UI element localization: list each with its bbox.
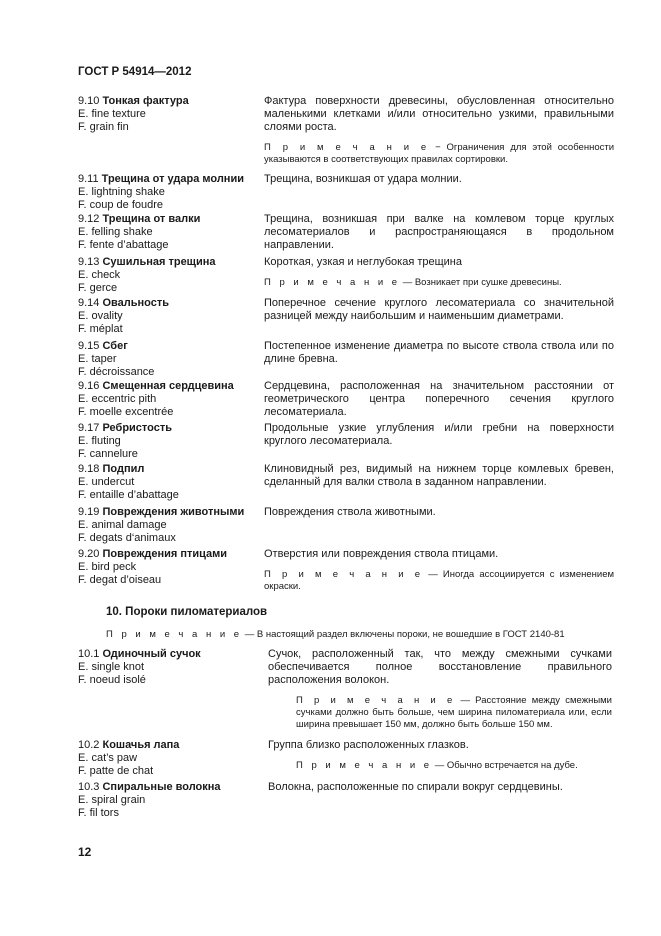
term-block <box>78 506 263 545</box>
term-fr: F. cannelure <box>78 448 138 460</box>
definition-text: Сердцевина, расположенная на значительном расстоянии от геометрического центра поперечного сечения круглого лесоматериала. <box>264 380 614 418</box>
term-en: E. ovality <box>78 310 123 322</box>
definition-block <box>264 213 614 252</box>
term-number: 9.10 <box>78 95 100 107</box>
definition-block <box>268 781 612 794</box>
term-name: Одиночный сучок <box>102 648 201 660</box>
term-block <box>78 739 263 778</box>
term-ru <box>78 548 263 561</box>
definition-text: Повреждения ствола животными. <box>264 506 436 518</box>
definition-text: Волокна, расположенные по спирали вокруг сердцевины. <box>268 781 563 793</box>
term-number: 9.12 <box>78 213 100 225</box>
term-name: Трещина от валки <box>102 213 201 225</box>
term-en: E. lightning shake <box>78 186 165 198</box>
term-block <box>78 297 263 336</box>
note-text: — Возникает при сушке древесины. <box>402 277 562 288</box>
term-number: 9.19 <box>78 506 100 518</box>
term-block <box>78 213 263 252</box>
term-block <box>78 548 263 587</box>
term-number: 9.15 <box>78 340 100 352</box>
term-block <box>78 173 263 212</box>
term-number: 9.13 <box>78 256 100 268</box>
definition-note <box>264 569 614 593</box>
term-block <box>78 340 263 379</box>
term-ru <box>78 648 263 661</box>
note-text: — Расстояние между смежными сучками должно быть больше, чем ширина пиломатериала или, если ширина превышает 150 мм, должно быть больше 150 мм. <box>296 695 612 730</box>
term-ru <box>78 506 263 519</box>
note-text: − Ограничения для этой особенности указываются в соответствующих правилах сортировки. <box>264 142 615 165</box>
definition-block <box>264 548 614 593</box>
term-en: E. bird peck <box>78 561 137 573</box>
term-number: 9.11 <box>78 173 99 185</box>
definition-text: Постепенное изменение диаметра по высоте ствола ствола или по длине бревна. <box>264 340 614 365</box>
term-name: Тонкая фактура <box>102 95 189 107</box>
term-block <box>78 380 263 419</box>
definition-block <box>264 380 614 419</box>
term-en: E. single knot <box>78 661 145 673</box>
term-name: Кошачья лапа <box>102 739 180 751</box>
term-en: E. spiral grain <box>78 794 146 806</box>
term-ru <box>78 781 263 794</box>
definition-block <box>264 256 614 289</box>
term-ru <box>78 340 263 353</box>
term-fr: F. degats d‘animaux <box>78 532 176 544</box>
term-fr: F. entaille d’abattage <box>78 489 179 501</box>
term-number: 9.16 <box>78 380 100 392</box>
term-en: E. eccentric pith <box>78 393 157 405</box>
term-number: 9.17 <box>78 422 100 434</box>
definition-note <box>264 277 614 289</box>
term-en: E. check <box>78 269 121 281</box>
definition-text: Трещина, возникшая при валке на комлевом торце круглых лесоматериалов и распространяющаяся в продольном направлении. <box>264 213 614 251</box>
term-ru <box>78 173 263 186</box>
term-block <box>78 256 263 295</box>
definition-block <box>268 739 612 772</box>
term-block <box>78 422 263 461</box>
term-ru <box>78 380 263 393</box>
definition-text: Клиновидный рез, видимый на нижнем торце комлевых бревен, сделанный для валки ствола в заданном направлении. <box>264 463 614 488</box>
term-ru <box>78 256 263 269</box>
term-name: Сбег <box>102 340 128 352</box>
term-block <box>78 463 263 502</box>
term-fr: F. fil tors <box>78 807 119 819</box>
term-ru <box>78 739 263 752</box>
definition-block <box>268 648 612 731</box>
definition-text: Отверстия или повреждения ствола птицами. <box>264 548 499 560</box>
term-fr: F. méplat <box>78 323 123 335</box>
definition-note <box>264 142 614 166</box>
term-fr: F. patte de chat <box>78 765 154 777</box>
definition-block <box>264 95 614 166</box>
term-fr: F. décroissance <box>78 366 155 378</box>
definition-block <box>264 506 614 519</box>
term-fr: F. grain fin <box>78 121 129 133</box>
definition-text: Группа близко расположенных глазков. <box>268 739 469 751</box>
term-en: E. cat’s paw <box>78 752 138 764</box>
term-number: 9.18 <box>78 463 100 475</box>
note-label: П р и м е ч а н и е <box>264 142 430 153</box>
note-text: — Иногда ассоциируется с изменением окраски. <box>264 569 615 592</box>
note-label: П р и м е ч а н и е <box>264 277 401 288</box>
document-header: ГОСТ Р 54914—2012 <box>78 66 192 78</box>
definition-text: Фактура поверхности древесины, обусловленная относительно маленькими клетками и/или относительно узкими, правильными слоями роста. <box>264 95 614 133</box>
note-label: П р и м е ч а н и е <box>296 695 456 706</box>
term-fr: F. fente d’abattage <box>78 239 169 251</box>
definition-text: Продольные узкие углубления и/или гребни на поверхности круглого лесоматериала. <box>264 422 614 447</box>
term-fr: F. gerce <box>78 282 118 294</box>
term-en: E. animal damage <box>78 519 167 531</box>
term-ru <box>78 297 263 310</box>
term-name: Трещина от удара молнии <box>101 173 244 185</box>
term-en: E. taper <box>78 353 117 365</box>
term-en: E. fine texture <box>78 108 146 120</box>
section-note-text: — В настоящий раздел включены пороки, не вошедшие в ГОСТ 2140-81 <box>244 629 565 640</box>
term-name: Смещенная сердцевина <box>102 380 234 392</box>
definition-block <box>264 422 614 448</box>
term-block <box>78 95 263 134</box>
term-ru <box>78 422 263 435</box>
definition-text: Трещина, возникшая от удара молнии. <box>264 173 462 185</box>
definition-text: Короткая, узкая и неглубокая трещина <box>264 256 462 268</box>
section-note <box>106 628 565 641</box>
definition-note <box>268 760 612 772</box>
term-name: Овальность <box>102 297 170 309</box>
term-en: E. undercut <box>78 476 135 488</box>
term-name: Подпил <box>102 463 145 475</box>
note-label: П р и м е ч а н и е <box>106 629 243 640</box>
term-number: 9.20 <box>78 548 100 560</box>
definition-block <box>264 173 614 186</box>
term-name: Повреждения птицами <box>102 548 228 560</box>
term-name: Спиральные волокна <box>102 781 221 793</box>
term-fr: F. degat d’oiseau <box>78 574 162 586</box>
term-fr: F. noeud isolé <box>78 674 146 686</box>
term-name: Ребристость <box>102 422 172 434</box>
definition-block <box>264 297 614 323</box>
term-fr: F. moelle excentrée <box>78 406 174 418</box>
note-label: П р и м е ч а н и е <box>264 569 424 580</box>
term-ru <box>78 463 263 476</box>
definition-block <box>264 463 614 489</box>
section-title: 10. Пороки пиломатериалов <box>106 606 268 618</box>
term-block <box>78 648 263 687</box>
term-number: 10.1 <box>78 648 100 660</box>
term-number: 10.2 <box>78 739 100 751</box>
term-number: 10.3 <box>78 781 100 793</box>
note-text: — Обычно встречается на дубе. <box>434 760 578 771</box>
term-fr: F. coup de foudre <box>78 199 164 211</box>
definition-block <box>264 340 614 366</box>
page-number: 12 <box>78 845 92 859</box>
term-ru <box>78 95 263 108</box>
term-ru <box>78 213 263 226</box>
term-number: 9.14 <box>78 297 100 309</box>
definition-note <box>268 695 612 731</box>
term-en: E. fluting <box>78 435 121 447</box>
term-block <box>78 781 263 820</box>
definition-text: Сучок, расположенный так, что между смежными сучками обеспечивается полное восстановление правильного расположения волокон. <box>268 648 612 686</box>
definition-text: Поперечное сечение круглого лесоматериала со значительной разницей между наибольшим и наименьшим диаметрами. <box>264 297 614 322</box>
term-name: Повреждения животными <box>102 506 245 518</box>
term-en: E. felling shake <box>78 226 153 238</box>
term-name: Сушильная трещина <box>102 256 216 268</box>
note-label: П р и м е ч а н и е <box>296 760 433 771</box>
